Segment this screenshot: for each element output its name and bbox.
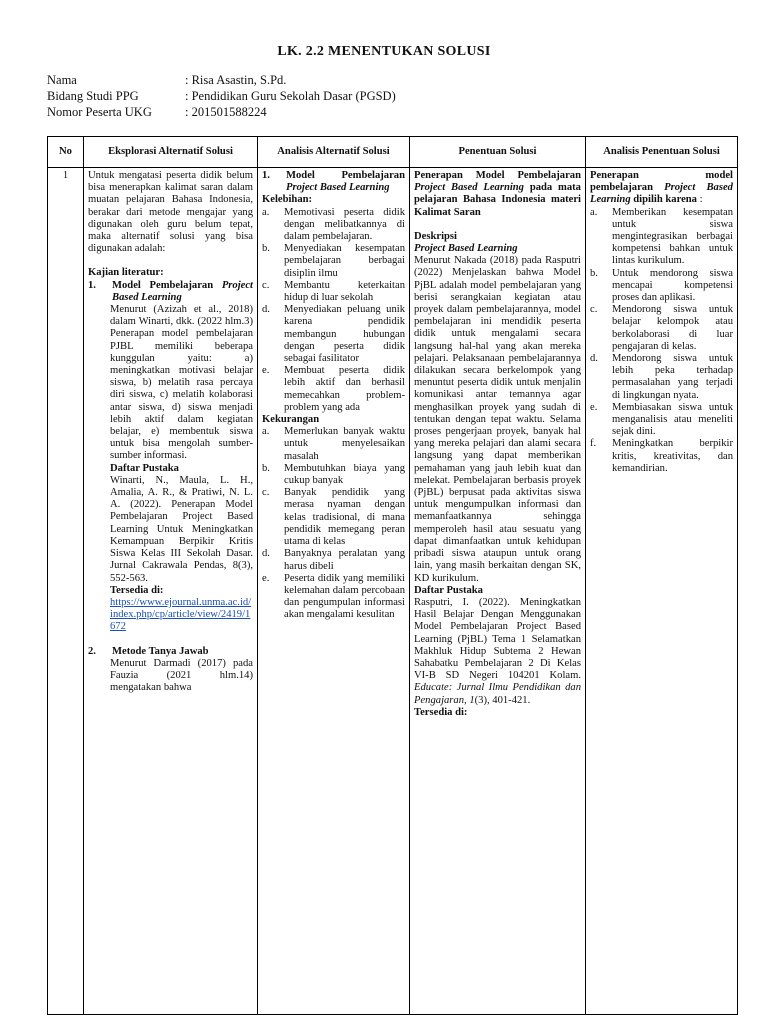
list-marker: 1. xyxy=(88,279,96,291)
list-item-text: Untuk mendorong siswa mencapai kompetensi proses dan aplikasi. xyxy=(612,267,733,304)
list-marker: e. xyxy=(590,401,598,413)
list-item xyxy=(262,207,405,244)
header-analisis: Analisis Alternatif Solusi xyxy=(258,137,410,168)
journal-name: Educate: Jurnal Ilmu Pendidikan dan Pengajaran, 1 xyxy=(414,682,581,706)
reference-link[interactable]: https://www.ejournal.unma.ac.id/index.php/cp/article/view/2419/1672 xyxy=(110,596,252,633)
item2-text: Menurut Darmadi (2017) pada Fauzia (2021 hlm.14) mengatakan bahwa xyxy=(110,657,253,694)
list-marker: e. xyxy=(262,365,270,377)
pustaka-text: Winarti, N., Maula, L. H., Amalia, A. R., & Pratiwi, N. L. A. (2022). Penerapan Model Pembelajaran Project Based Learning Untuk Meningkatkan Kemampuan Berpikir Kritis Siswa Kelas III Sekolah Dasar. Jurnal Cakrawala Pendas, 8(3), 552-563. xyxy=(110,474,253,584)
cell-eksplorasi xyxy=(84,168,258,1015)
list-marker: a. xyxy=(262,426,270,438)
page-title: LK. 2.2 MENENTUKAN SOLUSI xyxy=(277,44,491,59)
list-item xyxy=(590,207,733,268)
list-marker: a. xyxy=(262,206,270,218)
journal-issue: (3), 401-421. xyxy=(474,694,531,706)
list-item xyxy=(590,402,733,439)
kajian-label: Kajian literatur: xyxy=(88,267,164,279)
list-marker: b. xyxy=(262,243,270,255)
table-row xyxy=(48,168,738,1015)
info-label: Bidang Studi PPG xyxy=(47,89,139,103)
list-item xyxy=(262,304,405,365)
list-item-text: Peserta didik yang memiliki kelemahan dalam percobaan dan pengumpulan informasi akan mengalami kesulitan xyxy=(284,572,405,621)
list-item-text: Membuat peserta didik lebih aktif dan berhasil memecahkan problem-problem yang ada xyxy=(284,365,405,413)
list-item xyxy=(590,304,733,353)
list-item xyxy=(262,426,405,463)
kekurangan-label: Kekurangan xyxy=(262,414,320,426)
list-item-text: Menyediakan kesempatan pembelajaran berbagai disiplin ilmu xyxy=(284,243,405,279)
list-item-text: Mendorong siswa untuk lebih peka terhadap permasalahan yang terjadi di lingkungan nyata. xyxy=(612,353,733,401)
list-item-text: Memotivasi peserta didik dengan melibatkannya di dalam pembelajaran. xyxy=(284,206,405,243)
info-row-field xyxy=(47,88,396,104)
list-item-text: Banyak pendidik yang merasa nyaman dengan kelas tradisional, di mana pendidik memegang peran utama di kelas xyxy=(284,487,405,548)
info-label: Nomor Peserta UKG xyxy=(47,105,152,119)
list-marker: b. xyxy=(262,462,270,474)
solution-table xyxy=(47,136,738,1015)
info-value: : 201501588224 xyxy=(185,105,267,119)
info-row-number xyxy=(47,104,396,120)
list-item-text: Membutuhkan biaya yang cukup banyak xyxy=(284,462,405,487)
pustaka-text: Rasputri, I. (2022). Meningkatkan Hasil Belajar Dengan Menggunakan Model Pembelajaran Project Based Learning (PjBL) Tema 1 Selamatkan Makhluk Hidup Subtema 2 Hewan Sahabatku Pembelajaran 2 Di Kelas VI-B SD Negeri 104201 Kolam. xyxy=(414,596,581,682)
col2-title-italic: Project Based Learning xyxy=(286,182,390,194)
list-marker: a. xyxy=(590,206,598,218)
reason-title-italic: Project Based Learning xyxy=(590,182,733,206)
list-marker: c. xyxy=(262,279,270,291)
list-marker: d. xyxy=(262,548,270,560)
header-analisis-penentuan: Analisis Penentuan Solusi xyxy=(586,137,738,168)
item1-text: Menurut (Azizah et al., 2018) dalam Winarti, dkk. (2022 hlm.3) Penerapan model pembelajaran PJBL memiliki beberapa kunggulan yaitu: a) meningkatkan motivasi belajar siswa, b) melatih rasa percaya diri siswa, c) melatih kolaborasi antar siswa, d) siswa menjadi lebih aktif dalam kegiatan belajar, e) membentuk siswa untuk bisa mengolah sumber-sumber informasi. xyxy=(110,304,253,462)
header-penentuan: Penentuan Solusi xyxy=(410,137,586,168)
reason-colon: : xyxy=(699,194,703,206)
kelebihan-label: Kelebihan: xyxy=(262,194,313,206)
kelebihan-list xyxy=(262,207,405,414)
identity-block xyxy=(47,72,396,120)
list-item xyxy=(262,280,405,304)
list-marker: d. xyxy=(590,353,598,365)
list-item-text: Membantu keterkaitan hidup di luar sekolah xyxy=(284,279,405,304)
list-item xyxy=(590,268,733,305)
kekurangan-list xyxy=(262,426,405,621)
table-header-row xyxy=(48,137,738,168)
info-label: Nama xyxy=(47,73,77,87)
list-marker: c. xyxy=(262,487,270,499)
list-item xyxy=(590,438,733,475)
list-marker: f. xyxy=(590,438,597,450)
list-marker: b. xyxy=(590,267,598,279)
tersedia-label: Tersedia di: xyxy=(414,706,468,718)
list-item-text: Banyaknya peralatan yang harus dibeli xyxy=(284,548,405,572)
col2-title: Model Pembelajaran xyxy=(286,170,405,181)
list-item-text: Mendorong siswa untuk belajar kelompok atau berkolaborasi di luar pengajaran di kelas. xyxy=(612,304,733,352)
row-number: 1 xyxy=(48,168,84,1015)
list-item xyxy=(262,548,405,572)
item1-title: Model Pembelajaran xyxy=(112,279,214,291)
cell-analisis-penentuan xyxy=(586,168,738,1015)
list-item-text: Memerlukan banyak waktu untuk menyelesaikan masalah xyxy=(284,426,405,462)
info-value: : Risa Asastin, S.Pd. xyxy=(185,73,287,87)
list-item xyxy=(262,487,405,548)
solution-title-tail: pada mata pelajaran Bahasa Indonesia materi Kalimat Saran xyxy=(414,182,581,218)
solution-title-italic: Project Based Learning xyxy=(414,182,524,194)
reason-title: Penerapan model pembelajaran xyxy=(590,170,733,194)
solution-title: Penerapan Model Pembelajaran xyxy=(414,170,581,181)
list-item-text: Menyediakan peluang unik karena pendidik membangun hubungan dengan peserta didik sebagai fasilitator xyxy=(284,304,405,365)
item2-title: Metode Tanya Jawab xyxy=(112,645,209,657)
list-item xyxy=(262,573,405,622)
list-item-text: Meningkatkan berpikir kritis, kreativitas, dan kemandirian. xyxy=(612,438,733,474)
deskripsi-subtitle: Project Based Learning xyxy=(414,243,518,255)
reason-title-tail: dipilih karena xyxy=(633,194,697,206)
pustaka-label: Daftar Pustaka xyxy=(414,584,483,596)
list-marker: d. xyxy=(262,304,270,316)
tersedia-label: Tersedia di: xyxy=(110,584,164,596)
header-eksplorasi: Eksplorasi Alternatif Solusi xyxy=(84,137,258,168)
deskripsi-label: Deskripsi xyxy=(414,230,457,242)
list-item xyxy=(262,365,405,414)
list-marker: e. xyxy=(262,572,270,584)
info-row-name xyxy=(47,72,396,88)
intro-text: Untuk mengatasi peserta didik belum bisa menerapkan kalimat saran dalam muatan pelajaran Bahasa Indonesia, berakar dari metode mengajar yang digunakan oleh guru belum tepat, maka alternatif solusi yang bisa digunakan adalah: xyxy=(88,170,253,255)
info-value: : Pendidikan Guru Sekolah Dasar (PGSD) xyxy=(185,89,396,103)
list-item xyxy=(262,463,405,487)
deskripsi-text: Menurut Nakada (2018) pada Rasputri (2022) Menjelaskan bahwa Model PjBL adalah model pembelajaran yang berisi serangkaian kegiatan atau proyek dalam pembelajarannya, model pembelajaran ini mendidik peserta didik untuk mengalami secara langsung hal-hal yang akan mereka pelajari. Pelaksanaan pembelajarannya dilakukan secara berkelompok yang menuntut peserta didik untuk menjalin komunikasi antar temannya agar menghasilkan proyek yang sudah di tentukan dengan tepat waktu. Selama proses pengerjaan proyek, banyak hal yang mereka pelajari dan alami secara langsung yang dapat memberikan pemahaman yang jauh lebih kuat dan melekat. Pembelajaran berbasis proyek (PjBL) berpusat pada aktivitas siswa untuk mengumpulkan informasi dan memanfaatkannya sehingga memperoleh hasil atau sesuatu yang dapat dimanfaatkan untuk kehidupan pribadi siswa ataupun untuk orang lain, yang masih berkaitan dengan SK, KD kurikulum. xyxy=(414,255,581,584)
cell-penentuan xyxy=(410,168,586,1015)
cell-analisis xyxy=(258,168,410,1015)
list-item xyxy=(590,353,733,402)
header-no: No xyxy=(48,137,84,168)
item1-title-italic: Project Based Learning xyxy=(112,279,253,303)
list-item-text: Memberikan kesempatan untuk siswa mengintegrasikan berbagai kompetensi bahkan untuk lintas kurikulum. xyxy=(612,206,733,267)
list-marker: c. xyxy=(590,304,598,316)
list-marker: 1. xyxy=(262,170,270,181)
reason-list xyxy=(590,207,733,475)
list-item-text: Membiasakan siswa untuk menganalisis atau meneliti sejak dini. xyxy=(612,401,733,438)
list-marker: 2. xyxy=(88,645,96,657)
list-item xyxy=(262,243,405,280)
pustaka-label: Daftar Pustaka xyxy=(110,462,179,474)
